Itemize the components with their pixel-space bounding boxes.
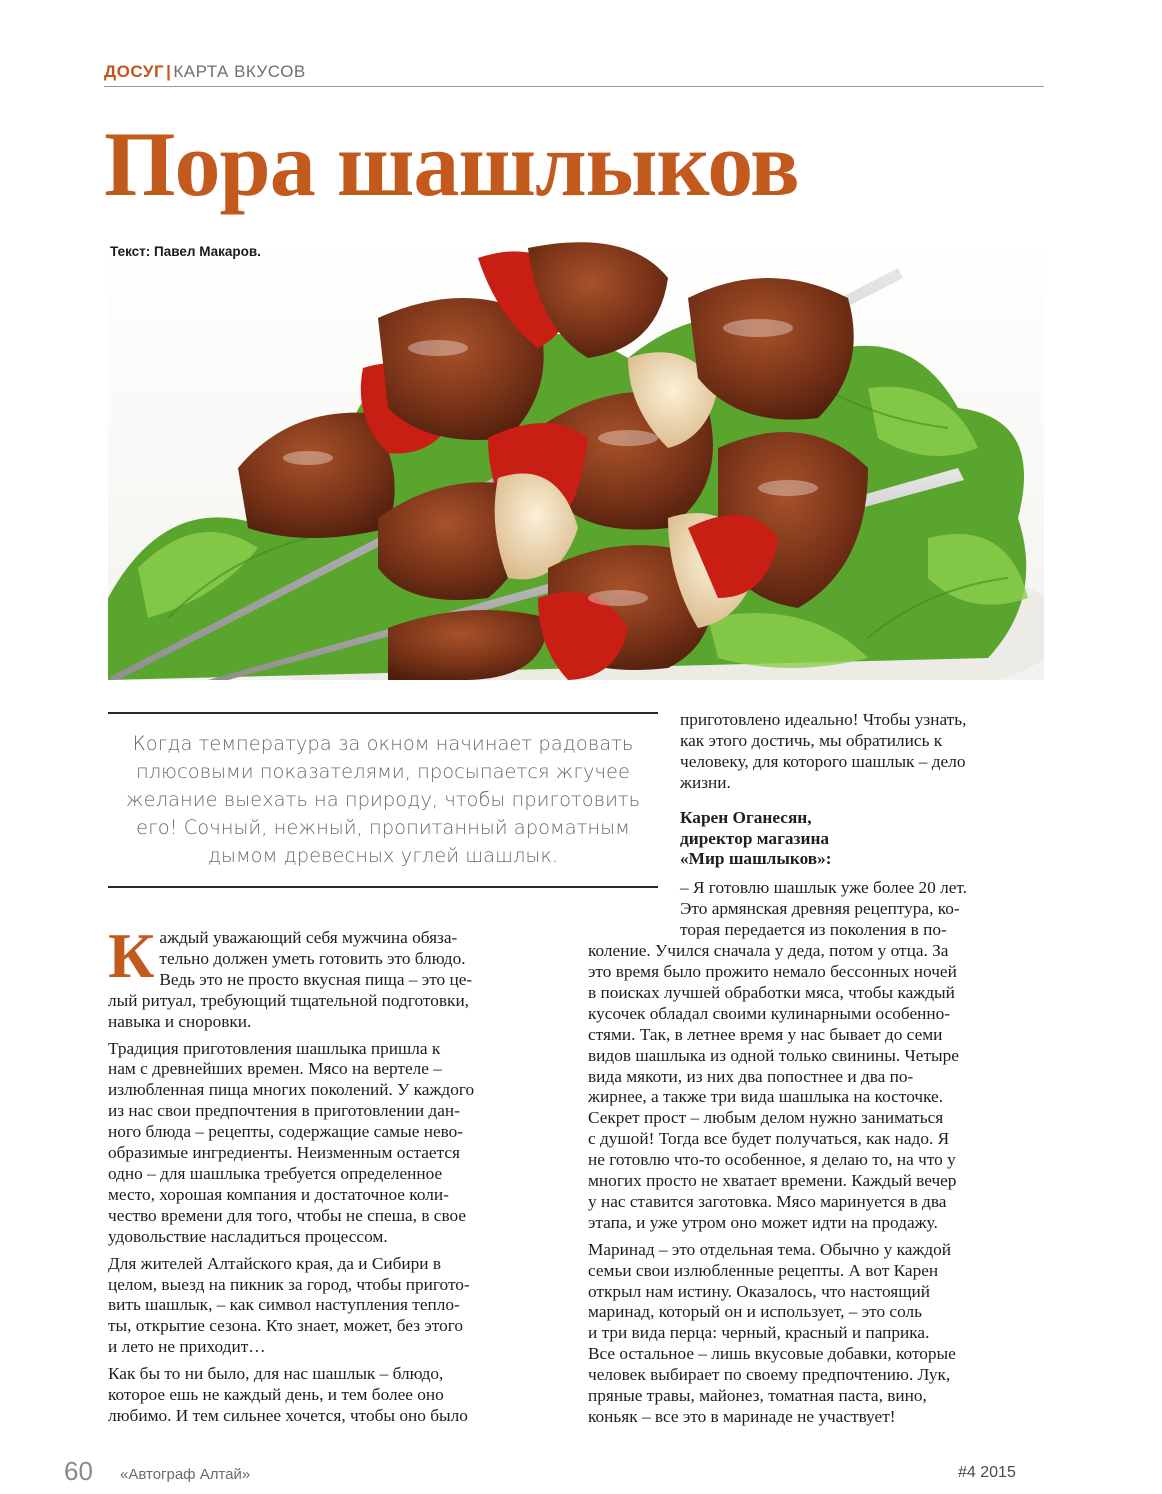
text-line: и три вида перца: черный, красный и паприка.	[588, 1323, 930, 1343]
lead-rule-bottom	[108, 886, 658, 888]
lead-paragraph: Когда температура за окном начинает радовать плюсовыми показателями, просыпается жгучее желание выехать на природу, чтобы приготовить его! Сочный, нежный, пропитанный ароматным дымом древесных углей шашлык.	[125, 732, 641, 867]
col2-quote	[588, 878, 1048, 1233]
speaker-name: Карен Оганесян,	[680, 807, 812, 827]
text-line: маринад, который он и использует, – это соль	[588, 1302, 922, 1322]
lead-rule-top	[108, 712, 658, 714]
text-line: и лето не приходит…	[108, 1337, 266, 1357]
text-line: одно – для шашлыка требуется определенное	[108, 1163, 443, 1183]
text-line: ты, открытие сезона. Кто знает, может, без этого	[108, 1316, 464, 1336]
text-line: Секрет прост – любым делом нужно заниматься	[588, 1108, 944, 1128]
text-line: человеку, для которого шашлык – дело	[680, 751, 966, 771]
text-line: целом, выезд на пикник за город, чтобы пригото-	[108, 1274, 470, 1294]
text-line: нам с древнейших времен. Мясо на вертеле –	[108, 1059, 442, 1079]
text-line: аждый уважающий себя мужчина обяза-	[159, 928, 458, 947]
col1-paragraph-4	[108, 1364, 578, 1427]
column-right	[588, 710, 1048, 1428]
text-line: Ведь это не просто вкусная пища – это це-	[159, 969, 473, 989]
text-line: Маринад – это отдельная тема. Обычно у каждой	[588, 1239, 952, 1259]
speaker-position: директор магазина	[680, 828, 830, 848]
col2-paragraph-3	[588, 1240, 1048, 1428]
text-line: чество времени для того, чтобы не спеша, в свое	[108, 1205, 467, 1225]
col1-paragraph-2	[108, 1039, 578, 1248]
text-line: видов шашлыка из одной только свинины. Четыре	[588, 1045, 959, 1065]
text-line: навыка и сноровки.	[108, 1011, 252, 1031]
header-rule	[104, 86, 1044, 87]
section-kicker: ДОСУГ	[104, 62, 165, 81]
text-line: Как бы то ни было, для нас шашлык – блюдо,	[108, 1364, 444, 1384]
text-line: не готовлю что-то особенное, я делаю то, на что у	[588, 1150, 956, 1170]
text-line: из нас свои предпочтения в приготовлении дан-	[108, 1101, 460, 1121]
text-line: жирнее, а также три вида шашлыка на косточке.	[588, 1087, 944, 1107]
text-line: – Я готовлю шашлык уже более 20 лет.	[680, 878, 967, 898]
text-line: Все остальное – лишь вкусовые добавки, которые	[588, 1344, 956, 1364]
text-line: как этого достичь, мы обратились к	[680, 730, 943, 750]
text-line: коление. Учился сначала у деда, потом у отца. За	[588, 941, 949, 961]
section-separator: |	[166, 62, 172, 81]
page-number: 60	[64, 1456, 93, 1486]
text-line: вида мякоти, из них два попостнее и два по-	[588, 1066, 914, 1086]
text-line: многих просто не хватает времени. Каждый вечер	[588, 1171, 957, 1191]
speaker-company: «Мир шашлыков»:	[680, 849, 832, 869]
section-header	[104, 62, 306, 82]
text-line: этапа, и уже утром оно может идти на продажу.	[588, 1212, 938, 1232]
text-line: Для жителей Алтайского края, да и Сибири в	[108, 1253, 442, 1273]
text-line: удовольствие насладиться процессом.	[108, 1226, 388, 1246]
text-line: любимо. И тем сильнее хочется, чтобы оно было	[108, 1405, 468, 1425]
article-title: Пора шашлыков	[104, 113, 799, 215]
text-line: в поисках лучшей обработки мяса, чтобы каждый	[588, 982, 955, 1002]
text-line: ного блюда – рецепты, содержащие самые нево-	[108, 1122, 464, 1142]
text-line: это время было прожито немало бессонных ночей	[588, 961, 957, 981]
text-line: торая передается из поколения в по-	[680, 920, 947, 940]
column-left	[108, 920, 578, 1427]
text-line: у нас ставится заготовка. Мясо маринуется в два	[588, 1191, 947, 1211]
text-line: тельно должен уметь готовить это блюдо.	[159, 948, 466, 968]
text-line: место, хорошая компания и достаточное коли-	[108, 1184, 449, 1204]
text-line: Традиция приготовления шашлыка пришла к	[108, 1038, 441, 1058]
text-line: с душой! Тогда все будет получаться, как надо. Я	[588, 1129, 950, 1149]
text-line: пряные травы, майонез, томатная паста, вино,	[588, 1386, 927, 1406]
text-line: образимые ингредиенты. Неизменным остается	[108, 1143, 460, 1163]
text-line: семьи свои излюбленные рецепты. А вот Карен	[588, 1260, 939, 1280]
magazine-name: «Автограф Алтай»	[120, 1466, 251, 1483]
section-rubric: КАРТА ВКУСОВ	[173, 62, 306, 81]
text-line: лый ритуал, требующий тщательной подготовки,	[108, 990, 470, 1010]
text-line: приготовлено идеально! Чтобы узнать,	[680, 710, 967, 729]
text-line: вить шашлык, – как символ наступления тепло-	[108, 1295, 460, 1315]
text-line: открыл нам истину. Оказалось, что настоящий	[588, 1281, 931, 1301]
shashlik-photo	[108, 238, 1044, 680]
text-line: кусочек обладал своими кулинарными особенно-	[588, 1003, 951, 1023]
text-line: человек выбирает по своему предпочтению. Лук,	[588, 1365, 951, 1385]
text-line: излюбленная пища многих поколений. У каждого	[108, 1080, 475, 1100]
text-line: стями. Так, в летнее время у нас бывает до семи	[588, 1024, 943, 1044]
text-line: которое ешь не каждый день, и тем более оно	[108, 1385, 444, 1405]
byline: Текст: Павел Макаров.	[110, 244, 261, 259]
col1-paragraph-3	[108, 1254, 578, 1359]
text-line: Это армянская древняя рецептура, ко-	[680, 899, 960, 919]
text-line: жизни.	[680, 772, 731, 792]
drop-cap: К	[108, 920, 155, 991]
col2-paragraph-1	[588, 710, 1048, 794]
col1-paragraph-1	[108, 920, 578, 1033]
issue-number: #4 2015	[958, 1464, 1016, 1481]
text-line: коньяк – все это в маринаде не участвует!	[588, 1407, 896, 1426]
speaker-attribution	[588, 808, 1048, 871]
